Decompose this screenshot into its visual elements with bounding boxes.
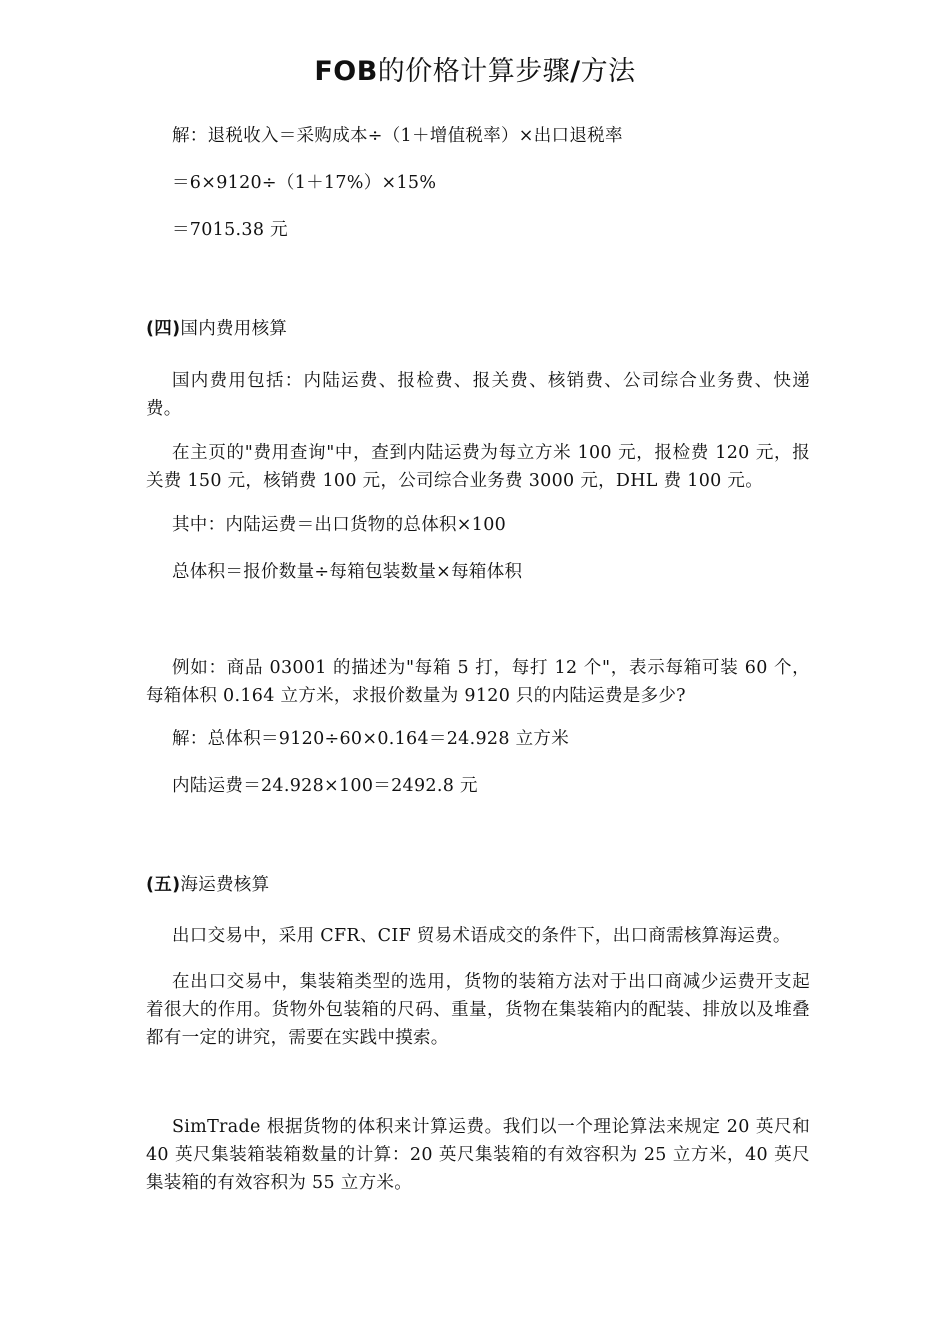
tax-refund-formula: 解：退税收入＝采购成本÷（1＋增值税率）×出口退税率 [172, 126, 623, 146]
section-5-title: 海运费核算 [180, 875, 270, 895]
total-volume-formula: 总体积＝报价数量÷每箱包装数量×每箱体积 [172, 562, 523, 582]
section-4-heading [146, 316, 810, 342]
section-5-heading [146, 872, 810, 898]
section-5-number: (五) [146, 875, 181, 895]
example-paragraph: 例如：商品 03001 的描述为"每箱 5 打，每打 12 个"，表示每箱可装 60 个，每箱体积 0.164 立方米，求报价数量为 9120 只的内陆运费是多少? [146, 658, 810, 706]
section-4-paragraph-2: 在主页的"费用查询"中，查到内陆运费为每立方米 100 元，报检费 120 元，报关费 150 元，核销费 100 元，公司综合业务费 3000 元，DHL 费 100 元。 [146, 443, 810, 491]
title-slash: / [570, 56, 581, 87]
inland-freight-formula: 其中：内陆运费＝出口货物的总体积×100 [172, 515, 507, 535]
section-4-paragraph-1: 国内费用包括：内陆运费、报检费、报关费、核销费、公司综合业务费、快递费。 [146, 371, 810, 419]
tax-refund-calc: ＝6×9120÷（1＋17%）×15% [172, 173, 437, 193]
section-4-title: 国内费用核算 [180, 319, 288, 339]
example-answer-freight: 内陆运费＝24.928×100＝2492.8 元 [172, 776, 478, 796]
section-5-paragraph-3: SimTrade 根据货物的体积来计算运费。我们以一个理论算法来规定 20 英尺和 40 英尺集装箱装箱数量的计算：20 英尺集装箱的有效容积为 25 立方米，40 英尺集装箱的有效容积为 55 立方米。 [146, 1117, 810, 1193]
tax-refund-result: ＝7015.38 元 [172, 220, 288, 240]
title-end: 方法 [580, 56, 636, 87]
document-title [0, 52, 950, 92]
title-fob: FOB [314, 56, 378, 87]
section-5-paragraph-2: 在出口交易中，集装箱类型的选用，货物的装箱方法对于出口商减少运费开支起着很大的作用。货物外包装箱的尺码、重量，货物在集装箱内的配装、排放以及堆叠都有一定的讲究，需要在实践中摸索。 [146, 972, 810, 1048]
title-middle: 的价格计算步骤 [377, 56, 571, 87]
section-5-paragraph-1: 出口交易中，采用 CFR、CIF 贸易术语成交的条件下，出口商需核算海运费。 [172, 926, 791, 946]
section-4-number: (四) [146, 319, 181, 339]
example-answer-volume: 解：总体积＝9120÷60×0.164＝24.928 立方米 [172, 729, 570, 749]
